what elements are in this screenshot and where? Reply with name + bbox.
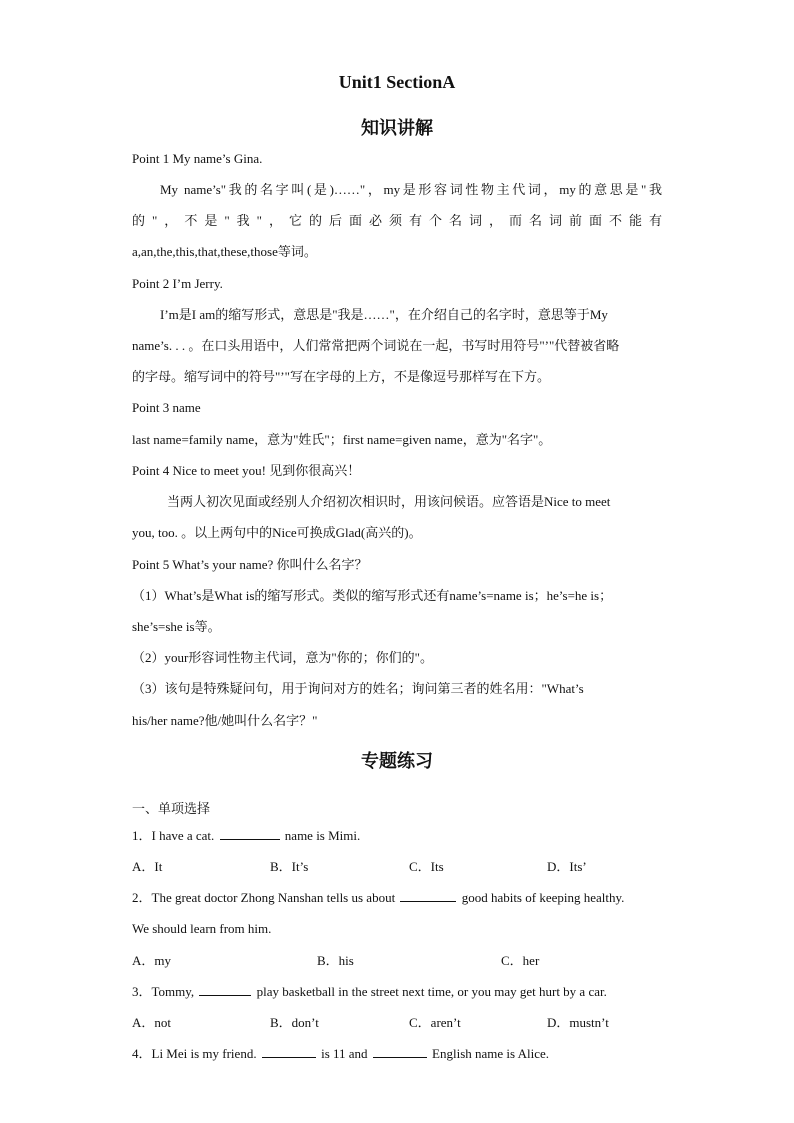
question-2-option-c[interactable]: C．her: [501, 953, 540, 968]
question-1-text-b: name is Mimi.: [284, 828, 361, 843]
question-3-option-d[interactable]: D．mustn’t: [547, 1015, 609, 1030]
question-1-option-a[interactable]: A．It: [132, 859, 163, 874]
question-1-option-d[interactable]: D．Its’: [547, 859, 587, 874]
point-5-line-1: （1）What’s是What is的缩写形式。类似的缩写形式还有name’s=name is；he’s=he is；: [132, 588, 613, 603]
question-2-line-2: We should learn from him.: [132, 921, 272, 936]
question-4-text-b: is 11 and: [321, 1046, 368, 1061]
question-4-text-c: English name is Alice.: [432, 1046, 550, 1061]
question-4: [132, 1046, 662, 1062]
question-2: [132, 890, 662, 906]
page-title: Unit1 SectionA: [338, 72, 456, 92]
question-2-text-a: 2．The great doctor Zhong Nanshan tells us about: [132, 890, 396, 905]
point-1-title: Point 1 My name’s Gina.: [132, 151, 263, 166]
point-2-line-3: 的字母。缩写词中的符号"’"写在字母的上方，不是像逗号那样写在下方。: [132, 369, 550, 384]
question-3: [132, 984, 662, 1000]
question-2-option-b[interactable]: B．his: [317, 953, 354, 968]
point-1-line-3: a,an,the,this,that,these,those等词。: [132, 244, 317, 259]
point-3-line-1: last name=family name，意为"姓氏"；first name=given name，意为"名字"。: [132, 432, 552, 447]
point-5-line-2: she’s=she is等。: [132, 619, 221, 634]
point-5-title: Point 5 What’s your name? 你叫什么名字？: [132, 557, 368, 572]
question-4-text-a: 4．Li Mei is my friend.: [132, 1046, 257, 1061]
point-1-line-2: 的"，不是"我"，它的后面必须有个名词，而名词前面不能有: [132, 213, 662, 228]
section-heading-exercises: 专题练习: [361, 751, 433, 771]
point-5-line-3: （2）your形容词性物主代词，意为"你的；你们的"。: [132, 650, 433, 665]
question-3-blank[interactable]: [199, 984, 251, 996]
question-2-blank[interactable]: [400, 890, 456, 902]
question-3-text-b: play basketball in the street next time, or you may get hurt by a car.: [256, 984, 607, 999]
question-1: [132, 828, 662, 844]
point-5-line-5: his/her name?他/她叫什么名字？": [132, 713, 318, 728]
section-heading-knowledge: 知识讲解: [361, 118, 433, 138]
question-2-text-b: good habits of keeping healthy.: [461, 890, 625, 905]
question-1-text-a: 1．I have a cat.: [132, 828, 215, 843]
point-4-line-1: 当两人初次见面或经别人介绍初次相识时，用该问候语。应答语是Nice to meet: [167, 494, 611, 509]
question-4-blank-2[interactable]: [373, 1046, 427, 1058]
point-4-title: Point 4 Nice to meet you! 见到你很高兴！: [132, 463, 361, 478]
question-3-text-a: 3．Tommy,: [132, 984, 195, 999]
question-1-option-b[interactable]: B．It’s: [270, 859, 309, 874]
question-2-option-a[interactable]: A．my: [132, 953, 172, 968]
point-3-title: Point 3 name: [132, 400, 201, 415]
point-2-line-2: name’s. . . 。在口头用语中，人们常常把两个词说在一起，书写时用符号"’"代替被省略: [132, 338, 620, 353]
question-3-option-c[interactable]: C．aren’t: [409, 1015, 461, 1030]
exercise-heading: 一、单项选择: [132, 801, 211, 816]
question-3-option-b[interactable]: B．don’t: [270, 1015, 319, 1030]
question-1-blank[interactable]: [220, 828, 280, 840]
question-4-blank-1[interactable]: [262, 1046, 316, 1058]
point-5-line-4: （3）该句是特殊疑问句，用于询问对方的姓名；询问第三者的姓名用："What’s: [132, 681, 584, 696]
question-1-option-c[interactable]: C．Its: [409, 859, 444, 874]
question-3-option-a[interactable]: A．not: [132, 1015, 172, 1030]
point-2-title: Point 2 I’m Jerry.: [132, 276, 223, 291]
point-4-line-2: you, too. 。以上两句中的Nice可换成Glad(高兴的)。: [132, 525, 422, 540]
point-1-line-1: My name’s"我的名字叫(是)……"，my是形容词性物主代词，my的意思是"我: [160, 182, 662, 197]
point-2-line-1: I’m是I am的缩写形式，意思是"我是……"，在介绍自己的名字时，意思等于My: [160, 307, 608, 322]
